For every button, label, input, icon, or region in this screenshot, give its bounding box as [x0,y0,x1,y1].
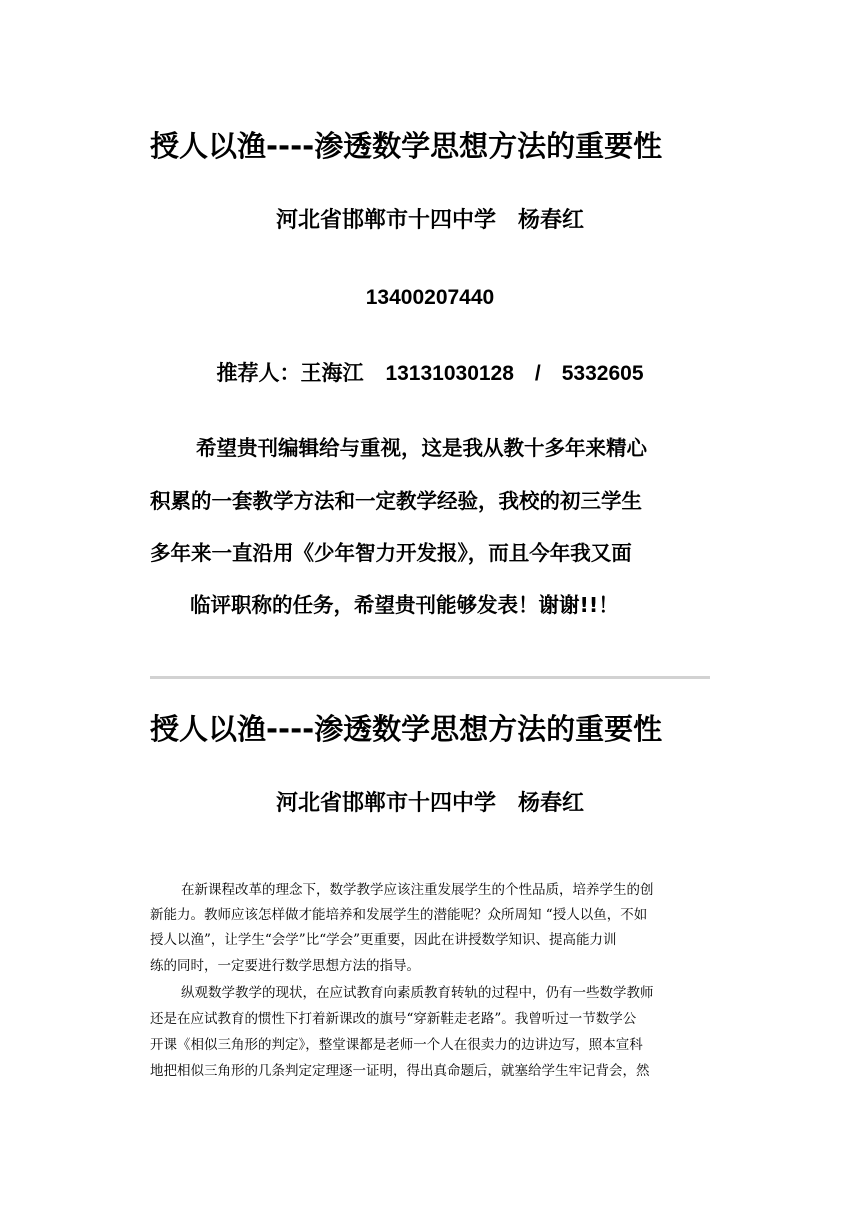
cover-phone: 13400207440 [365,286,495,309]
recommender-line [150,358,710,389]
recommender-label: 推荐人：王海江 [216,361,364,385]
body-line: 授人以渔”，让学生“会学”比“学会”更重要，因此在讲授数学知识、提高能力训 [150,932,617,948]
body-line: 在新课程改革的理念下，数学教学应该注重发展学生的个性品质，培养学生的创 [181,882,654,898]
body-line: 练的同时，一定要进行数学思想方法的指导。 [150,958,420,974]
article-school-author: 河北省邯郸市十四中学 杨春红 [275,791,584,816]
body-line: 地把相似三角形的几条判定定理逐一证明，得出真命题后，就塞给学生牢记背会，然 [150,1063,650,1079]
page-divider [150,676,710,679]
cover-title: 授人以渔----渗透数学思想方法的重要性 [150,129,663,163]
note-line: 临评职称的任务，希望贵刊能够发表！谢谢!!！ [190,593,619,617]
note-line: 多年来一直沿用《少年智力开发报》，而且今年我又面 [150,541,632,565]
cover-school-author: 河北省邯郸市十四中学 杨春红 [275,208,584,233]
body-line: 纵观数学教学的现状，在应试教育向素质教育转轨的过程中，仍有一些数学教师 [181,985,654,1001]
article-title: 授人以渔----渗透数学思想方法的重要性 [150,712,663,746]
recommender-numbers: 13131030128 / 5332605 [385,362,644,385]
note-line: 积累的一套教学方法和一定教学经验，我校的初三学生 [150,489,642,513]
body-line: 新能力。教师应该怎样做才能培养和发展学生的潜能呢？众所周知 “授人以鱼，不如 [150,907,648,923]
note-line: 希望贵刊编辑给与重视，这是我从教十多年来精心 [196,436,647,460]
body-line: 还是在应试教育的惯性下打着新课改的旗号“穿新鞋走老路”。我曾听过一节数学公 [150,1011,637,1027]
body-line: 开课《相似三角形的判定》，整堂课都是老师一个人在很卖力的边讲边写，照本宣科 [150,1037,643,1053]
